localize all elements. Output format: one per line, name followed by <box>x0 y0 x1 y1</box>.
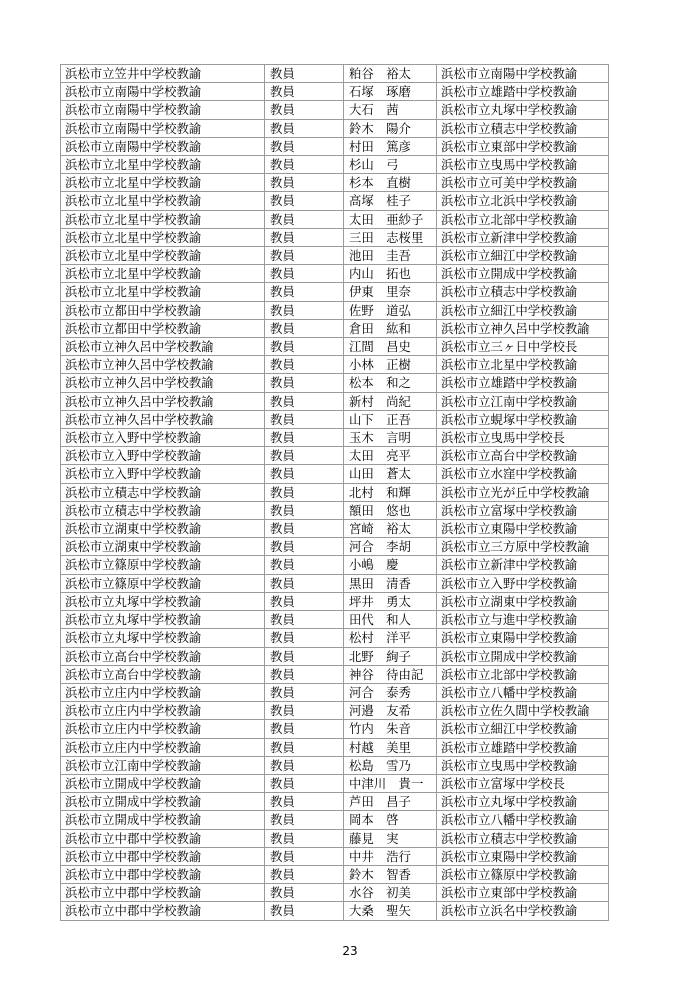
new-position-cell: 浜松市立雄踏中学校教諭 <box>437 738 609 756</box>
new-position-cell: 浜松市立南陽中学校教諭 <box>437 65 609 83</box>
new-position-cell: 浜松市立丸塚中学校教諭 <box>437 793 609 811</box>
old-position-cell: 浜松市立篠原中学校教諭 <box>61 574 265 592</box>
new-position-cell: 浜松市立蜆塚中学校教諭 <box>437 410 609 428</box>
name-cell: 黒田 清香 <box>344 574 437 592</box>
name-cell: 伊東 里奈 <box>344 283 437 301</box>
category-cell: 教員 <box>265 756 344 774</box>
old-position-cell: 浜松市立積志中学校教諭 <box>61 501 265 519</box>
category-cell: 教員 <box>265 247 344 265</box>
table-row <box>61 683 609 701</box>
name-cell: 坪井 勇太 <box>344 592 437 610</box>
new-position-cell: 浜松市立曳馬中学校教諭 <box>437 156 609 174</box>
table-row <box>61 847 609 865</box>
table-row <box>61 392 609 410</box>
new-position-cell: 浜松市立曳馬中学校教諭 <box>437 756 609 774</box>
old-position-cell: 浜松市立北星中学校教諭 <box>61 265 265 283</box>
table-row <box>61 665 609 683</box>
name-cell: 佐野 道弘 <box>344 301 437 319</box>
category-cell: 教員 <box>265 556 344 574</box>
new-position-cell: 浜松市立細江中学校教諭 <box>437 301 609 319</box>
table-row <box>61 811 609 829</box>
new-position-cell: 浜松市立開成中学校教諭 <box>437 265 609 283</box>
table-row <box>61 865 609 883</box>
category-cell: 教員 <box>265 338 344 356</box>
table-row <box>61 629 609 647</box>
old-position-cell: 浜松市立北星中学校教諭 <box>61 156 265 174</box>
category-cell: 教員 <box>265 483 344 501</box>
old-position-cell: 浜松市立中郡中学校教諭 <box>61 884 265 902</box>
category-cell: 教員 <box>265 392 344 410</box>
old-position-cell: 浜松市立丸塚中学校教諭 <box>61 611 265 629</box>
old-position-cell: 浜松市立北星中学校教諭 <box>61 192 265 210</box>
name-cell: 小林 正樹 <box>344 356 437 374</box>
category-cell: 教員 <box>265 647 344 665</box>
table-row <box>61 447 609 465</box>
old-position-cell: 浜松市立中郡中学校教諭 <box>61 829 265 847</box>
name-cell: 江間 昌史 <box>344 338 437 356</box>
name-cell: 中井 浩行 <box>344 847 437 865</box>
name-cell: 松島 雪乃 <box>344 756 437 774</box>
old-position-cell: 浜松市立湖東中学校教諭 <box>61 520 265 538</box>
old-position-cell: 浜松市立開成中学校教諭 <box>61 774 265 792</box>
category-cell: 教員 <box>265 137 344 155</box>
old-position-cell: 浜松市立高台中学校教諭 <box>61 647 265 665</box>
category-cell: 教員 <box>265 319 344 337</box>
name-cell: 北村 和輝 <box>344 483 437 501</box>
new-position-cell: 浜松市立可美中学校教諭 <box>437 174 609 192</box>
new-position-cell: 浜松市立北浜中学校教諭 <box>437 192 609 210</box>
name-cell: 三田 志桜里 <box>344 228 437 246</box>
name-cell: 小嶋 慶 <box>344 556 437 574</box>
new-position-cell: 浜松市立雄踏中学校教諭 <box>437 374 609 392</box>
old-position-cell: 浜松市立神久呂中学校教諭 <box>61 356 265 374</box>
category-cell: 教員 <box>265 465 344 483</box>
new-position-cell: 浜松市立丸塚中学校教諭 <box>437 101 609 119</box>
old-position-cell: 浜松市立北星中学校教諭 <box>61 210 265 228</box>
new-position-cell: 浜松市立入野中学校教諭 <box>437 574 609 592</box>
table-row <box>61 720 609 738</box>
table-row <box>61 574 609 592</box>
old-position-cell: 浜松市立入野中学校教諭 <box>61 429 265 447</box>
table-row <box>61 538 609 556</box>
category-cell: 教員 <box>265 447 344 465</box>
new-position-cell: 浜松市立積志中学校教諭 <box>437 119 609 137</box>
table-row <box>61 483 609 501</box>
name-cell: 宮崎 裕太 <box>344 520 437 538</box>
category-cell: 教員 <box>265 374 344 392</box>
name-cell: 神谷 待由記 <box>344 665 437 683</box>
category-cell: 教員 <box>265 156 344 174</box>
old-position-cell: 浜松市立北星中学校教諭 <box>61 174 265 192</box>
old-position-cell: 浜松市立北星中学校教諭 <box>61 283 265 301</box>
name-cell: 松本 和之 <box>344 374 437 392</box>
new-position-cell: 浜松市立佐久間中学校教諭 <box>437 702 609 720</box>
table-row <box>61 65 609 83</box>
name-cell: 山下 正吾 <box>344 410 437 428</box>
table-row <box>61 556 609 574</box>
name-cell: 河邉 友希 <box>344 702 437 720</box>
name-cell: 太田 亮平 <box>344 447 437 465</box>
table-row <box>61 137 609 155</box>
table-row <box>61 356 609 374</box>
table-row <box>61 410 609 428</box>
new-position-cell: 浜松市立高台中学校教諭 <box>437 447 609 465</box>
table-row <box>61 793 609 811</box>
new-position-cell: 浜松市立東部中学校教諭 <box>437 137 609 155</box>
name-cell: 松村 洋平 <box>344 629 437 647</box>
table-row <box>61 210 609 228</box>
category-cell: 教員 <box>265 192 344 210</box>
category-cell: 教員 <box>265 592 344 610</box>
category-cell: 教員 <box>265 829 344 847</box>
category-cell: 教員 <box>265 774 344 792</box>
category-cell: 教員 <box>265 811 344 829</box>
table-row <box>61 119 609 137</box>
category-cell: 教員 <box>265 738 344 756</box>
name-cell: 鈴木 陽介 <box>344 119 437 137</box>
table-row <box>61 265 609 283</box>
name-cell: 池田 圭吾 <box>344 247 437 265</box>
new-position-cell: 浜松市立新津中学校教諭 <box>437 228 609 246</box>
category-cell: 教員 <box>265 356 344 374</box>
old-position-cell: 浜松市立南陽中学校教諭 <box>61 137 265 155</box>
old-position-cell: 浜松市立中郡中学校教諭 <box>61 847 265 865</box>
page-number: 23 <box>342 944 358 958</box>
name-cell: 村田 篤彦 <box>344 137 437 155</box>
old-position-cell: 浜松市立都田中学校教諭 <box>61 301 265 319</box>
new-position-cell: 浜松市立北部中学校教諭 <box>437 665 609 683</box>
personnel-table-body <box>61 65 609 921</box>
table-row <box>61 228 609 246</box>
old-position-cell: 浜松市立神久呂中学校教諭 <box>61 392 265 410</box>
name-cell: 水谷 初美 <box>344 884 437 902</box>
new-position-cell: 浜松市立東陽中学校教諭 <box>437 629 609 647</box>
category-cell: 教員 <box>265 683 344 701</box>
name-cell: 村越 美里 <box>344 738 437 756</box>
name-cell: 河合 李胡 <box>344 538 437 556</box>
new-position-cell: 浜松市立三方原中学校教諭 <box>437 538 609 556</box>
category-cell: 教員 <box>265 83 344 101</box>
table-row <box>61 374 609 392</box>
name-cell: 高塚 桂子 <box>344 192 437 210</box>
category-cell: 教員 <box>265 902 344 920</box>
old-position-cell: 浜松市立北星中学校教諭 <box>61 247 265 265</box>
name-cell: 山田 蒼太 <box>344 465 437 483</box>
new-position-cell: 浜松市立富塚中学校教諭 <box>437 501 609 519</box>
new-position-cell: 浜松市立湖東中学校教諭 <box>437 592 609 610</box>
old-position-cell: 浜松市立庄内中学校教諭 <box>61 738 265 756</box>
new-position-cell: 浜松市立開成中学校教諭 <box>437 647 609 665</box>
new-position-cell: 浜松市立積志中学校教諭 <box>437 829 609 847</box>
category-cell: 教員 <box>265 410 344 428</box>
old-position-cell: 浜松市立丸塚中学校教諭 <box>61 592 265 610</box>
category-cell: 教員 <box>265 210 344 228</box>
category-cell: 教員 <box>265 65 344 83</box>
table-row <box>61 611 609 629</box>
old-position-cell: 浜松市立中郡中学校教諭 <box>61 902 265 920</box>
category-cell: 教員 <box>265 174 344 192</box>
old-position-cell: 浜松市立江南中学校教諭 <box>61 756 265 774</box>
table-row <box>61 520 609 538</box>
table-row <box>61 156 609 174</box>
old-position-cell: 浜松市立丸塚中学校教諭 <box>61 629 265 647</box>
category-cell: 教員 <box>265 611 344 629</box>
new-position-cell: 浜松市立北部中学校教諭 <box>437 210 609 228</box>
name-cell: 玉木 言明 <box>344 429 437 447</box>
table-row <box>61 174 609 192</box>
table-row <box>61 829 609 847</box>
table-row <box>61 884 609 902</box>
old-position-cell: 浜松市立高台中学校教諭 <box>61 665 265 683</box>
old-position-cell: 浜松市立神久呂中学校教諭 <box>61 410 265 428</box>
category-cell: 教員 <box>265 665 344 683</box>
old-position-cell: 浜松市立庄内中学校教諭 <box>61 683 265 701</box>
category-cell: 教員 <box>265 301 344 319</box>
new-position-cell: 浜松市立八幡中学校教諭 <box>437 683 609 701</box>
category-cell: 教員 <box>265 702 344 720</box>
new-position-cell: 浜松市立東陽中学校教諭 <box>437 520 609 538</box>
new-position-cell: 浜松市立積志中学校教諭 <box>437 283 609 301</box>
new-position-cell: 浜松市立神久呂中学校教諭 <box>437 319 609 337</box>
category-cell: 教員 <box>265 884 344 902</box>
new-position-cell: 浜松市立細江中学校教諭 <box>437 247 609 265</box>
category-cell: 教員 <box>265 228 344 246</box>
table-row <box>61 247 609 265</box>
table-row <box>61 83 609 101</box>
old-position-cell: 浜松市立中郡中学校教諭 <box>61 865 265 883</box>
new-position-cell: 浜松市立東陽中学校教諭 <box>437 847 609 865</box>
name-cell: 鈴木 智香 <box>344 865 437 883</box>
old-position-cell: 浜松市立庄内中学校教諭 <box>61 720 265 738</box>
old-position-cell: 浜松市立積志中学校教諭 <box>61 483 265 501</box>
new-position-cell: 浜松市立八幡中学校教諭 <box>437 811 609 829</box>
name-cell: 杉山 弓 <box>344 156 437 174</box>
table-row <box>61 319 609 337</box>
old-position-cell: 浜松市立南陽中学校教諭 <box>61 101 265 119</box>
new-position-cell: 浜松市立細江中学校教諭 <box>437 720 609 738</box>
category-cell: 教員 <box>265 720 344 738</box>
name-cell: 太田 亜紗子 <box>344 210 437 228</box>
name-cell: 額田 悠也 <box>344 501 437 519</box>
name-cell: 藤見 実 <box>344 829 437 847</box>
table-row <box>61 501 609 519</box>
category-cell: 教員 <box>265 538 344 556</box>
name-cell: 竹内 朱音 <box>344 720 437 738</box>
old-position-cell: 浜松市立湖東中学校教諭 <box>61 538 265 556</box>
old-position-cell: 浜松市立神久呂中学校教諭 <box>61 338 265 356</box>
category-cell: 教員 <box>265 283 344 301</box>
new-position-cell: 浜松市立篠原中学校教諭 <box>437 865 609 883</box>
table-row <box>61 283 609 301</box>
new-position-cell: 浜松市立水窪中学校教諭 <box>437 465 609 483</box>
old-position-cell: 浜松市立南陽中学校教諭 <box>61 83 265 101</box>
name-cell: 杉本 直樹 <box>344 174 437 192</box>
name-cell: 岡本 啓 <box>344 811 437 829</box>
table-row <box>61 101 609 119</box>
category-cell: 教員 <box>265 119 344 137</box>
new-position-cell: 浜松市立浜名中学校教諭 <box>437 902 609 920</box>
old-position-cell: 浜松市立庄内中学校教諭 <box>61 702 265 720</box>
category-cell: 教員 <box>265 101 344 119</box>
name-cell: 倉田 紘和 <box>344 319 437 337</box>
old-position-cell: 浜松市立開成中学校教諭 <box>61 811 265 829</box>
personnel-table <box>60 64 609 921</box>
name-cell: 大桑 聖矢 <box>344 902 437 920</box>
name-cell: 中津川 貴一 <box>344 774 437 792</box>
new-position-cell: 浜松市立曳馬中学校長 <box>437 429 609 447</box>
table-row <box>61 647 609 665</box>
table-row <box>61 756 609 774</box>
old-position-cell: 浜松市立篠原中学校教諭 <box>61 556 265 574</box>
category-cell: 教員 <box>265 629 344 647</box>
table-row <box>61 902 609 920</box>
table-row <box>61 429 609 447</box>
name-cell: 河合 泰秀 <box>344 683 437 701</box>
old-position-cell: 浜松市立笠井中学校教諭 <box>61 65 265 83</box>
table-row <box>61 774 609 792</box>
old-position-cell: 浜松市立開成中学校教諭 <box>61 793 265 811</box>
name-cell: 内山 拓也 <box>344 265 437 283</box>
name-cell: 新村 尚紀 <box>344 392 437 410</box>
new-position-cell: 浜松市立江南中学校教諭 <box>437 392 609 410</box>
category-cell: 教員 <box>265 847 344 865</box>
name-cell: 石塚 琢磨 <box>344 83 437 101</box>
new-position-cell: 浜松市立三ヶ日中学校長 <box>437 338 609 356</box>
new-position-cell: 浜松市立東部中学校教諭 <box>437 884 609 902</box>
category-cell: 教員 <box>265 501 344 519</box>
table-row <box>61 702 609 720</box>
new-position-cell: 浜松市立新津中学校教諭 <box>437 556 609 574</box>
new-position-cell: 浜松市立雄踏中学校教諭 <box>437 83 609 101</box>
old-position-cell: 浜松市立南陽中学校教諭 <box>61 119 265 137</box>
old-position-cell: 浜松市立神久呂中学校教諭 <box>61 374 265 392</box>
category-cell: 教員 <box>265 520 344 538</box>
category-cell: 教員 <box>265 429 344 447</box>
new-position-cell: 浜松市立北星中学校教諭 <box>437 356 609 374</box>
name-cell: 粕谷 裕太 <box>344 65 437 83</box>
category-cell: 教員 <box>265 574 344 592</box>
table-row <box>61 738 609 756</box>
old-position-cell: 浜松市立北星中学校教諭 <box>61 228 265 246</box>
name-cell: 北野 絢子 <box>344 647 437 665</box>
name-cell: 芦田 昌子 <box>344 793 437 811</box>
name-cell: 大石 茜 <box>344 101 437 119</box>
category-cell: 教員 <box>265 865 344 883</box>
new-position-cell: 浜松市立与進中学校教諭 <box>437 611 609 629</box>
old-position-cell: 浜松市立入野中学校教諭 <box>61 465 265 483</box>
table-row <box>61 592 609 610</box>
old-position-cell: 浜松市立都田中学校教諭 <box>61 319 265 337</box>
new-position-cell: 浜松市立富塚中学校長 <box>437 774 609 792</box>
table-row <box>61 192 609 210</box>
old-position-cell: 浜松市立入野中学校教諭 <box>61 447 265 465</box>
category-cell: 教員 <box>265 265 344 283</box>
new-position-cell: 浜松市立光が丘中学校教諭 <box>437 483 609 501</box>
table-row <box>61 465 609 483</box>
category-cell: 教員 <box>265 793 344 811</box>
name-cell: 田代 和人 <box>344 611 437 629</box>
table-row <box>61 301 609 319</box>
table-row <box>61 338 609 356</box>
